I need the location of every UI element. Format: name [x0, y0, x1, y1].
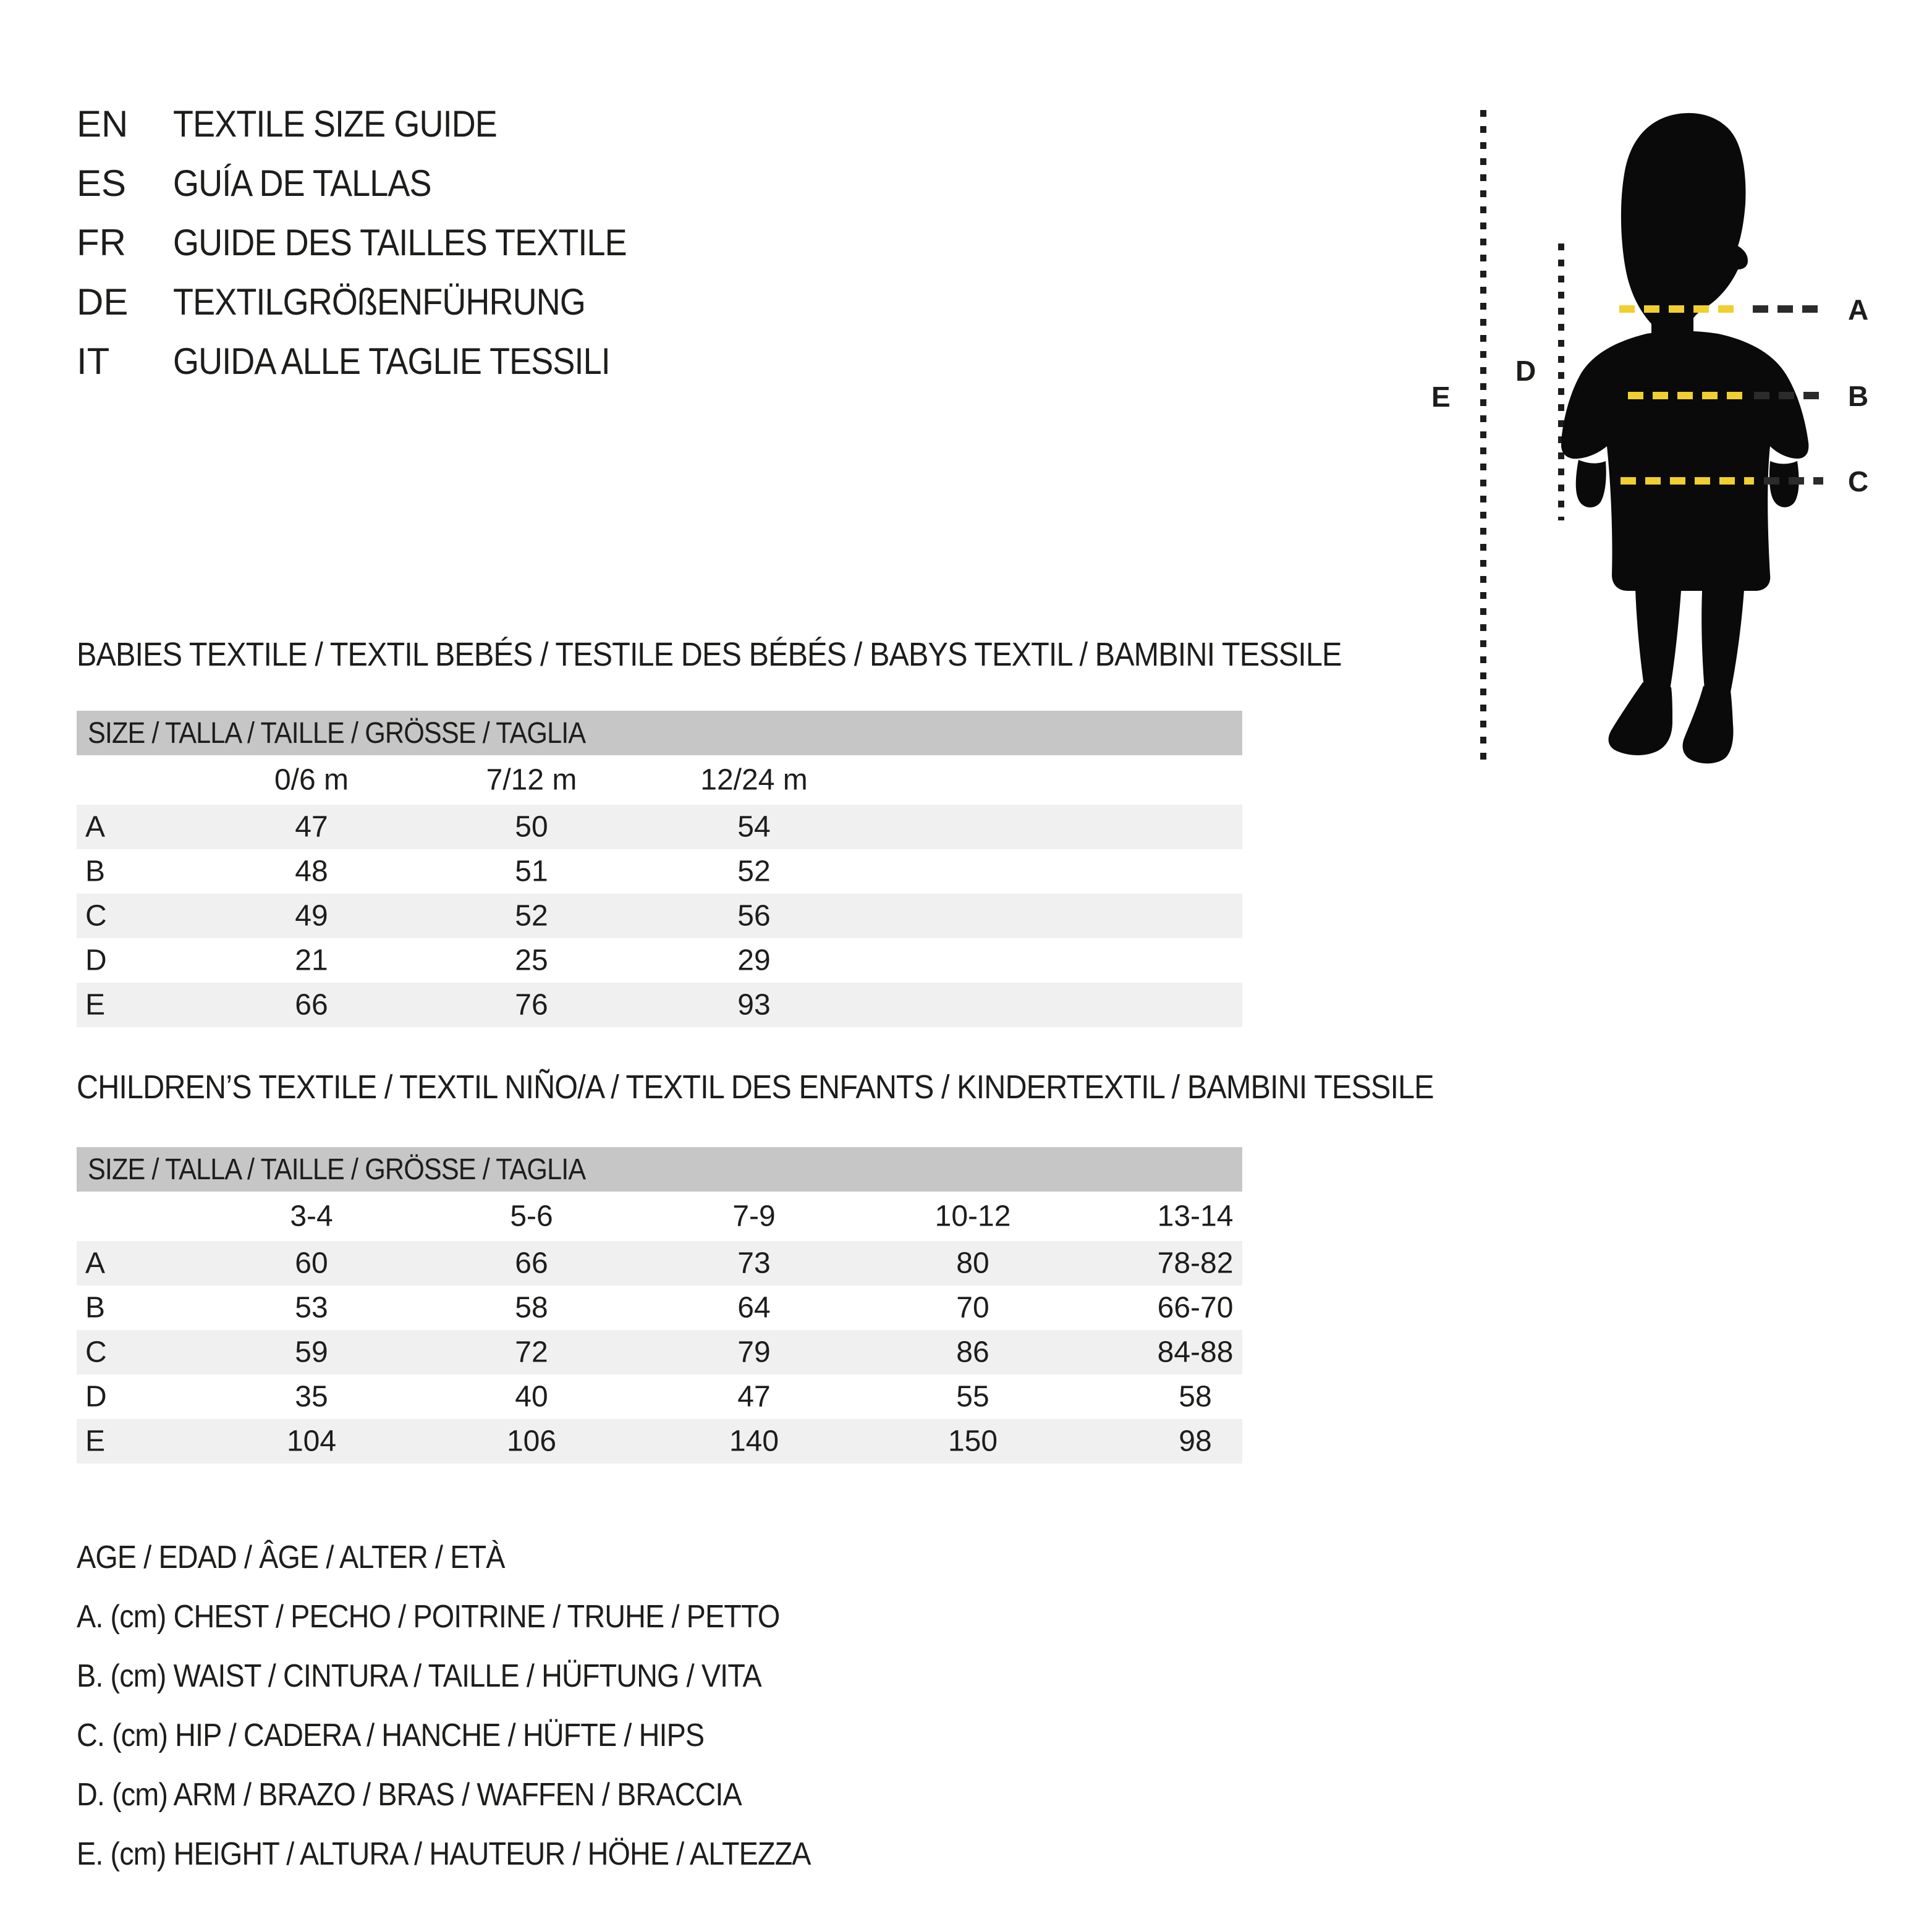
child-silhouette	[1561, 113, 1808, 764]
lang-row-fr	[77, 213, 677, 272]
table-cell: 66	[295, 988, 328, 1022]
babies-column-headers	[77, 755, 1242, 805]
lang-code: DE	[77, 281, 129, 323]
table-cell: 50	[515, 810, 548, 844]
child-silhouette-figure	[1391, 93, 1932, 810]
legend-line-chest	[77, 1587, 892, 1646]
language-title-list	[77, 94, 677, 391]
legend-text: AGE / EDAD / ÂGE / ALTER / ETÀ	[77, 1540, 505, 1575]
table-cell: 60	[295, 1247, 328, 1280]
column-header: 10-12	[934, 1200, 1011, 1233]
row-label: B	[85, 1291, 106, 1324]
lang-row-de	[77, 272, 677, 331]
lang-title: TEXTILGRÖßENFÜHRUNG	[173, 281, 585, 323]
table-cell: 25	[515, 944, 548, 977]
table-row	[77, 894, 1242, 938]
table-cell: 59	[295, 1336, 328, 1369]
column-header: 5-6	[510, 1200, 553, 1233]
row-label: E	[85, 988, 106, 1022]
figure-label-e: E	[1431, 381, 1451, 413]
table-row	[77, 1330, 1242, 1375]
table-row	[77, 1286, 1242, 1330]
table-cell: 58	[515, 1291, 548, 1324]
column-header: 7/12 m	[486, 763, 577, 797]
lang-row-en	[77, 94, 677, 153]
lang-title: TEXTILE SIZE GUIDE	[173, 103, 497, 145]
legend-line-age	[77, 1528, 892, 1587]
table-cell: 48	[295, 855, 328, 888]
lang-code: ES	[77, 162, 127, 204]
table-cell: 76	[515, 988, 548, 1022]
lang-code: IT	[77, 340, 110, 382]
table-cell: 40	[515, 1380, 548, 1413]
table-cell: 84-88	[1157, 1336, 1234, 1369]
table-cell: 98	[1179, 1425, 1212, 1458]
table-cell: 53	[295, 1291, 328, 1324]
lang-title: GUÍA DE TALLAS	[173, 162, 431, 204]
legend-text: C. (cm) HIP / CADERA / HANCHE / HÜFTE / HIPS	[77, 1718, 705, 1753]
table-row	[77, 1375, 1242, 1419]
table-cell: 104	[286, 1425, 337, 1458]
table-cell: 52	[515, 899, 548, 933]
lang-code: EN	[77, 103, 129, 145]
row-label: A	[85, 1247, 106, 1280]
children-section-title	[77, 1068, 1585, 1106]
table-cell: 56	[737, 899, 771, 933]
row-label: E	[85, 1425, 106, 1458]
table-row	[77, 849, 1242, 894]
legend-line-arm	[77, 1765, 892, 1824]
table-cell: 150	[947, 1425, 998, 1458]
table-row	[77, 1241, 1242, 1286]
children-section-title-text: CHILDREN’S TEXTILE / TEXTIL NIÑO/A / TEXTIL DES ENFANTS / KINDERTEXTIL / BAMBINI TESSILE	[77, 1069, 1434, 1106]
column-header: 12/24 m	[700, 763, 808, 797]
legend-text: B. (cm) WAIST / CINTURA / TAILLE / HÜFTUNG / VITA	[77, 1658, 761, 1694]
table-cell: 58	[1179, 1380, 1212, 1413]
table-cell: 66-70	[1157, 1291, 1234, 1324]
lang-row-it	[77, 331, 677, 391]
table-cell: 72	[515, 1336, 548, 1369]
row-label: C	[85, 899, 107, 933]
table-cell: 93	[737, 988, 771, 1022]
table-cell: 80	[956, 1247, 989, 1280]
table-cell: 78-82	[1157, 1247, 1234, 1280]
babies-size-table	[77, 711, 1242, 1027]
table-row	[77, 805, 1242, 849]
children-size-table	[77, 1147, 1242, 1464]
babies-table-header-bar	[77, 711, 1242, 755]
row-label: B	[85, 855, 106, 888]
row-label: D	[85, 1380, 107, 1413]
table-cell: 29	[737, 944, 771, 977]
table-row	[77, 1419, 1242, 1464]
table-cell: 66	[515, 1247, 548, 1280]
column-header: 0/6 m	[274, 763, 349, 797]
lang-row-es	[77, 153, 677, 213]
row-label: D	[85, 944, 107, 977]
figure-label-b: B	[1848, 380, 1869, 412]
figure-label-a: A	[1848, 294, 1869, 326]
table-cell: 47	[737, 1380, 771, 1413]
column-header: 3-4	[290, 1200, 333, 1233]
children-table-header-bar	[77, 1147, 1242, 1192]
table-cell: 140	[729, 1425, 779, 1458]
table-cell: 70	[956, 1291, 989, 1324]
babies-table-header-text: SIZE / TALLA / TAILLE / GRÖSSE / TAGLIA	[88, 716, 586, 750]
lang-code: FR	[77, 221, 126, 263]
table-cell: 79	[737, 1336, 771, 1369]
table-cell: 49	[295, 899, 328, 933]
table-cell: 86	[956, 1336, 989, 1369]
row-label: A	[85, 810, 106, 844]
lang-title: GUIDA ALLE TAGLIE TESSILI	[173, 340, 610, 382]
table-cell: 55	[956, 1380, 989, 1413]
legend-text: D. (cm) ARM / BRAZO / BRAS / WAFFEN / BRACCIA	[77, 1777, 742, 1813]
column-header: 13-14	[1157, 1200, 1234, 1233]
table-row	[77, 983, 1242, 1027]
legend-text: E. (cm) HEIGHT / ALTURA / HAUTEUR / HÖHE / ALTEZZA	[77, 1836, 811, 1872]
column-header: 7-9	[732, 1200, 776, 1233]
table-cell: 35	[295, 1380, 328, 1413]
table-cell: 47	[295, 810, 328, 844]
legend-line-hip	[77, 1706, 892, 1765]
legend-line-height	[77, 1824, 892, 1884]
babies-section-title	[77, 635, 1482, 674]
table-cell: 52	[737, 855, 771, 888]
lang-title: GUIDE DES TAILLES TEXTILE	[173, 221, 627, 263]
legend-line-waist	[77, 1646, 892, 1706]
table-cell: 54	[737, 810, 771, 844]
children-table-header-text: SIZE / TALLA / TAILLE / GRÖSSE / TAGLIA	[88, 1153, 586, 1186]
row-label: C	[85, 1336, 107, 1369]
figure-label-d: D	[1515, 355, 1536, 387]
table-row	[77, 938, 1242, 983]
table-cell: 21	[295, 944, 328, 977]
legend-text: A. (cm) CHEST / PECHO / POITRINE / TRUHE / PETTO	[77, 1599, 780, 1635]
babies-section-title-text: BABIES TEXTILE / TEXTIL BEBÉS / TESTILE DES BÉBÉS / BABYS TEXTIL / BAMBINI TESSILE	[77, 636, 1342, 673]
table-cell: 106	[506, 1425, 557, 1458]
figure-label-c: C	[1848, 465, 1869, 498]
table-cell: 64	[737, 1291, 771, 1324]
table-cell: 73	[737, 1247, 771, 1280]
measurement-legend	[77, 1528, 892, 1884]
table-cell: 51	[515, 855, 548, 888]
children-column-headers	[77, 1192, 1242, 1241]
